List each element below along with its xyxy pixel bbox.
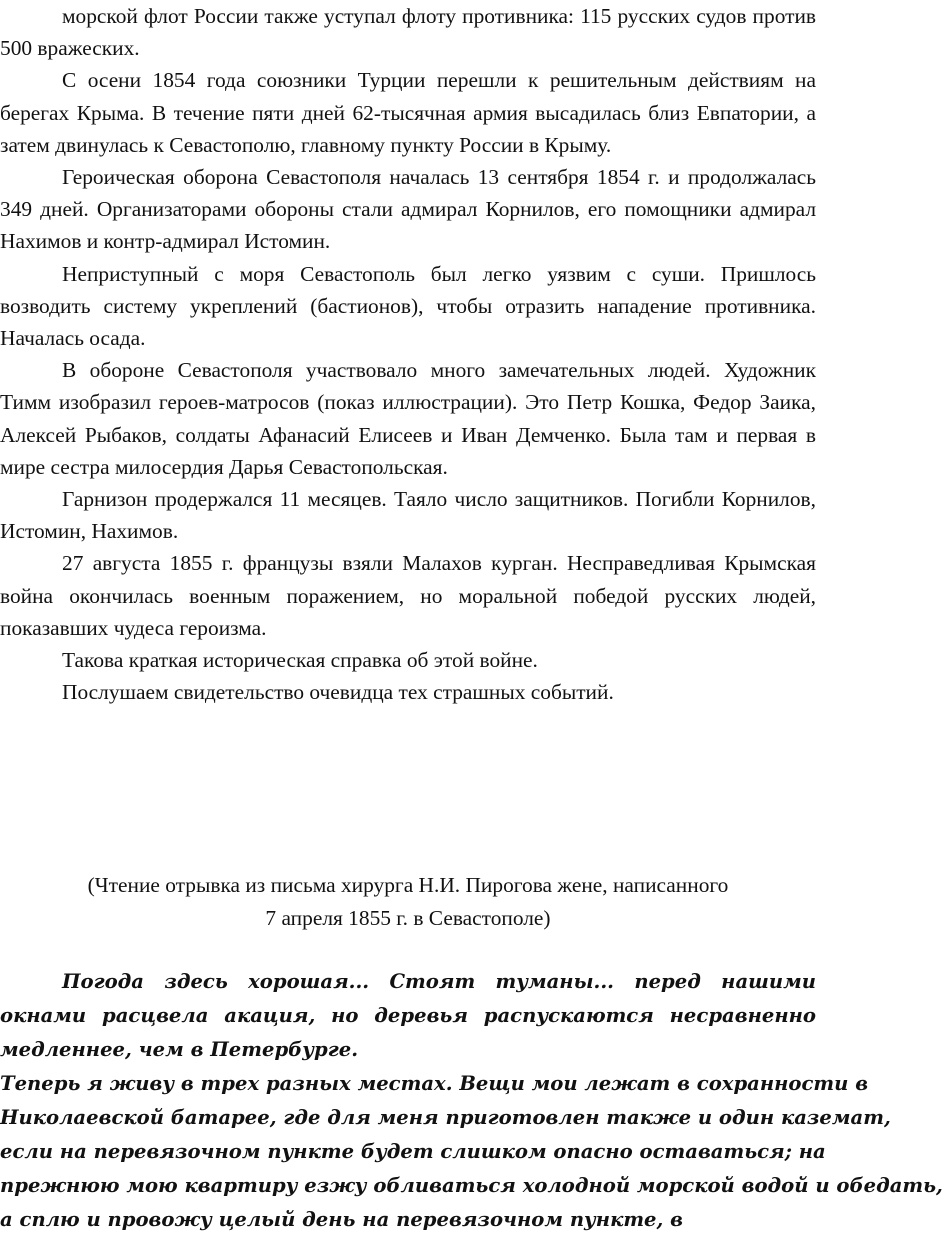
letter-excerpt	[0, 965, 943, 1237]
paragraph: С осени 1854 года союзники Турции перешли к решительным действиям на берегах Крыма. В течение пяти дней 62-тысячная армия высадилась близ Евпатории, а затем двинулась к Севастополю, главному пункту России в Крыму.	[0, 68, 816, 157]
letter-line: если на перевязочном пункте будет слишком опасно оставаться; на	[0, 1140, 826, 1163]
paragraph: Героическая оборона Севастополя началась 13 сентября 1854 г. и продолжалась 349 дней. Организаторами обороны стали адмирал Корнилов, его помощники адмирал Нахимов и контр-адмирал Истомин.	[0, 165, 816, 254]
reading-caption	[0, 869, 816, 934]
paragraph: В обороне Севастополя участвовало много замечательных людей. Художник Тимм изобразил героев-матросов (показ иллюстрации). Это Петр Кошка, Федор Заика, Алексей Рыбаков, солдаты Афанасий Елисеев и Иван Демченко. Была там и первая в мире сестра милосердия Дарья Севастопольская.	[0, 358, 816, 479]
paragraph: морской флот России также уступал флоту противника: 115 русских судов против 500 вражеских.	[0, 4, 816, 61]
caption-line: (Чтение отрывка из письма хирурга Н.И. Пирогова жене, написанного	[87, 873, 729, 897]
paragraph: 27 августа 1855 г. французы взяли Малахов курган. Несправедливая Крымская война окончилась военным поражением, но моральной победой русских людей, показавших чудеса героизма.	[0, 551, 816, 640]
letter-paragraph: Погода здесь хорошая... Стоят туманы... перед нашими окнами расцвела акация, но деревья распускаются несравненно медленнее, чем в Петербурге.	[0, 970, 816, 1061]
paragraph: Гарнизон продержался 11 месяцев. Таяло число защитников. Погибли Корнилов, Истомин, Нахимов.	[0, 487, 816, 544]
history-text	[0, 0, 822, 708]
letter-line: Теперь я живу в трех разных местах. Вещи мои лежат в сохранности в	[0, 1072, 869, 1095]
paragraph: Такова краткая историческая справка об этой войне.	[62, 648, 538, 673]
letter-line: Николаевской батарее, где для меня приготовлен также и один каземат,	[0, 1106, 891, 1129]
letter-line: прежнюю мою квартиру езжу обливаться холодной морской водой и обедать,	[0, 1174, 943, 1197]
letter-line: а сплю и провожу целый день на перевязочном пункте, в	[0, 1208, 684, 1231]
caption-line: 7 апреля 1855 г. в Севастополе)	[265, 905, 551, 930]
paragraph: Послушаем свидетельство очевидца тех страшных событий.	[62, 680, 614, 705]
paragraph: Неприступный с моря Севастополь был легко уязвим с суши. Пришлось возводить систему укреплений (бастионов), чтобы отразить нападение противника. Началась осада.	[0, 261, 816, 351]
